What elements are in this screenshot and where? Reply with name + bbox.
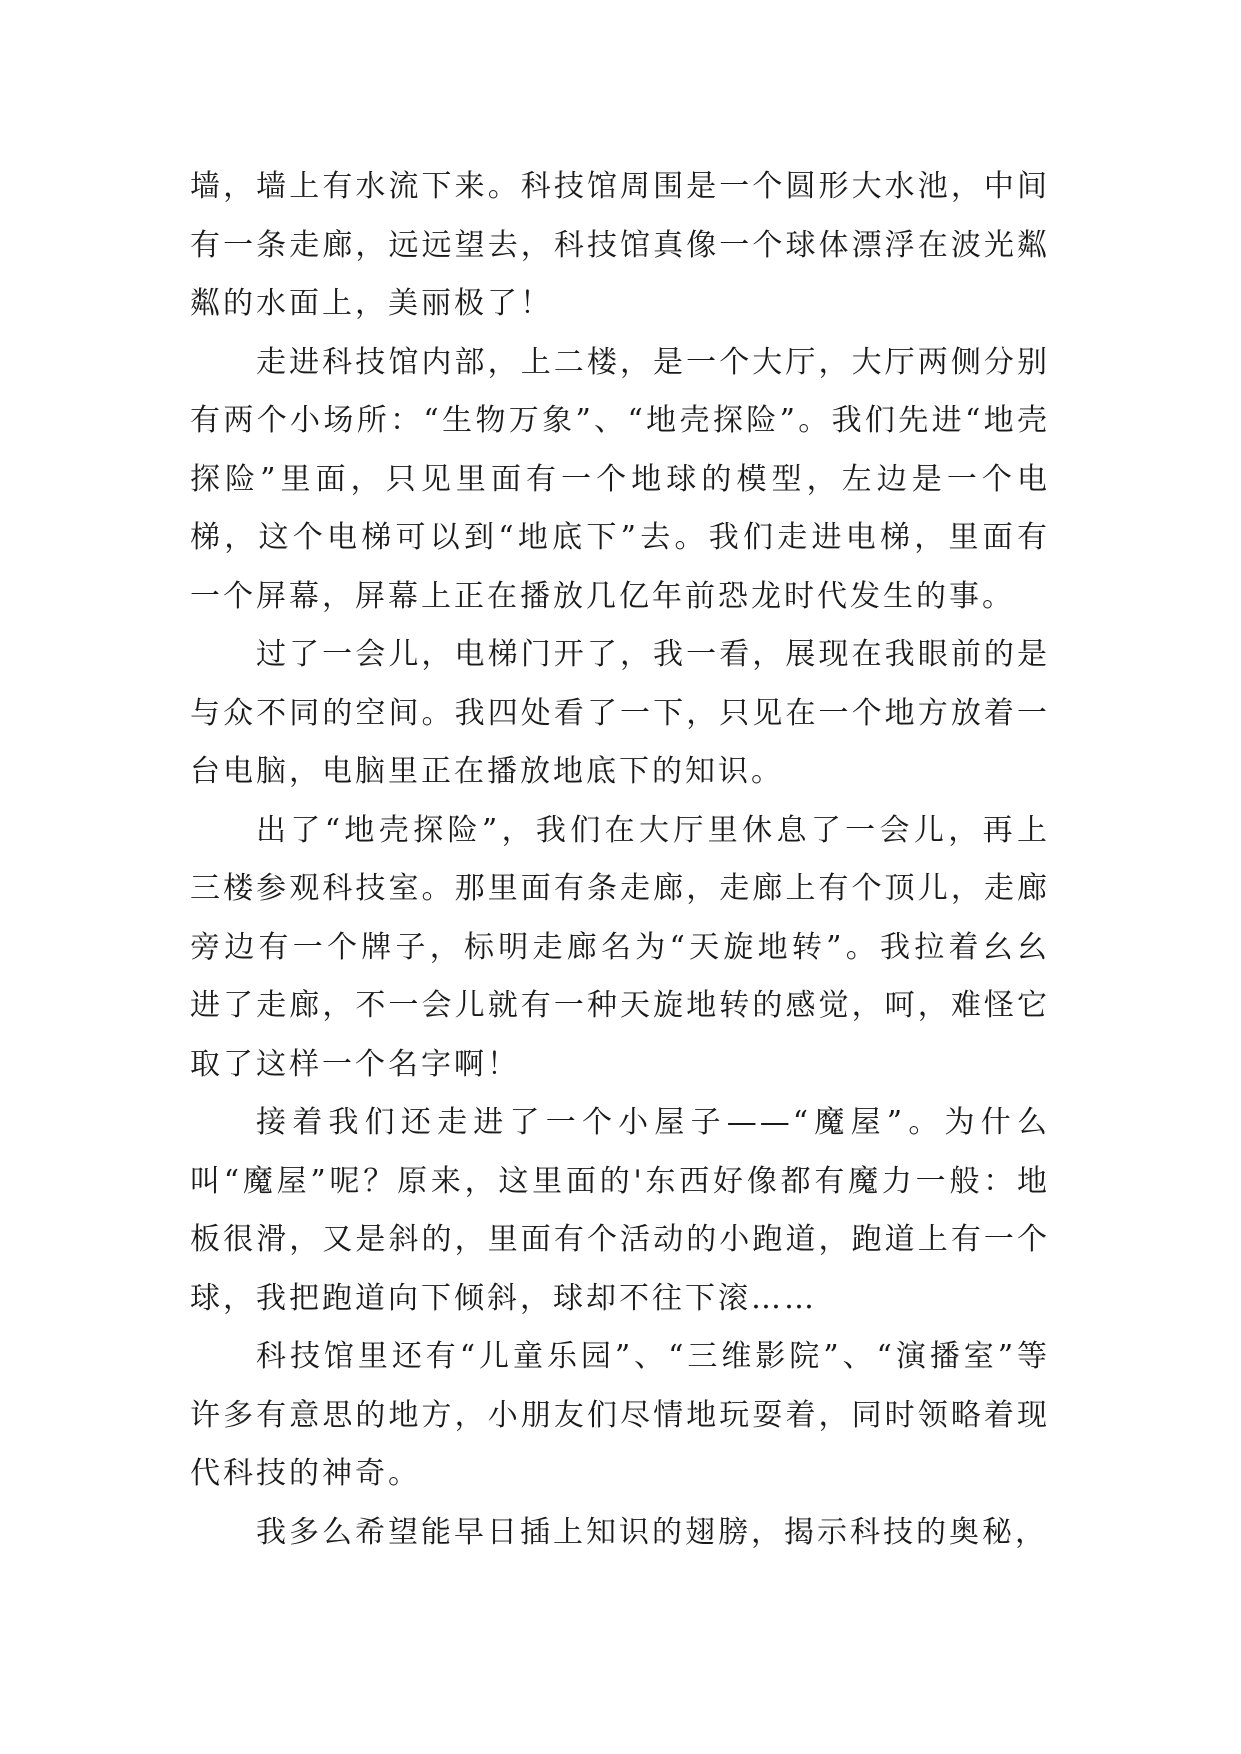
paragraph-5: 接着我们还走进了一个小屋子——“魔屋”。为什么叫“魔屋”呢？原来，这里面的'东西好像都有魔力一般：地板很滑，又是斜的，里面有个活动的小跑道，跑道上有一个球，我把跑道向下倾斜，球却不往下滚……: [190, 1105, 1050, 1316]
document-body: [190, 158, 1050, 1562]
paragraph-1: 墙，墙上有水流下来。科技馆周围是一个圆形大水池，中间有一条走廊，远远望去，科技馆真像一个球体漂浮在波光粼粼的水面上，美丽极了！: [190, 169, 1050, 321]
paragraph-6: 科技馆里还有“儿童乐园”、“三维影院”、“演播室”等许多有意思的地方，小朋友们尽情地玩耍着，同时领略着现代科技的神奇。: [190, 1339, 1050, 1491]
paragraph-2: 走进科技馆内部，上二楼，是一个大厅，大厅两侧分别有两个小场所：“生物万象”、“地壳探险”。我们先进“地壳探险”里面，只见里面有一个地球的模型，左边是一个电梯，这个电梯可以到“地底下”去。我们走进电梯，里面有一个屏幕，屏幕上正在播放几亿年前恐龙时代发生的事。: [190, 344, 1050, 614]
paragraph-3: 过了一会儿，电梯门开了，我一看，展现在我眼前的是与众不同的空间。我四处看了一下，只见在一个地方放着一台电脑，电脑里正在播放地底下的知识。: [190, 637, 1050, 789]
paragraph-4: 出了“地壳探险”，我们在大厅里休息了一会儿，再上三楼参观科技室。那里面有条走廊，走廊上有个顶儿，走廊旁边有一个牌子，标明走廊名为“天旋地转”。我拉着幺幺进了走廊，不一会儿就有一种天旋地转的感觉，呵，难怪它取了这样一个名字啊！: [190, 812, 1050, 1082]
paragraph-7: 我多么希望能早日插上知识的翅膀，揭示科技的奥秘，: [256, 1514, 1048, 1550]
